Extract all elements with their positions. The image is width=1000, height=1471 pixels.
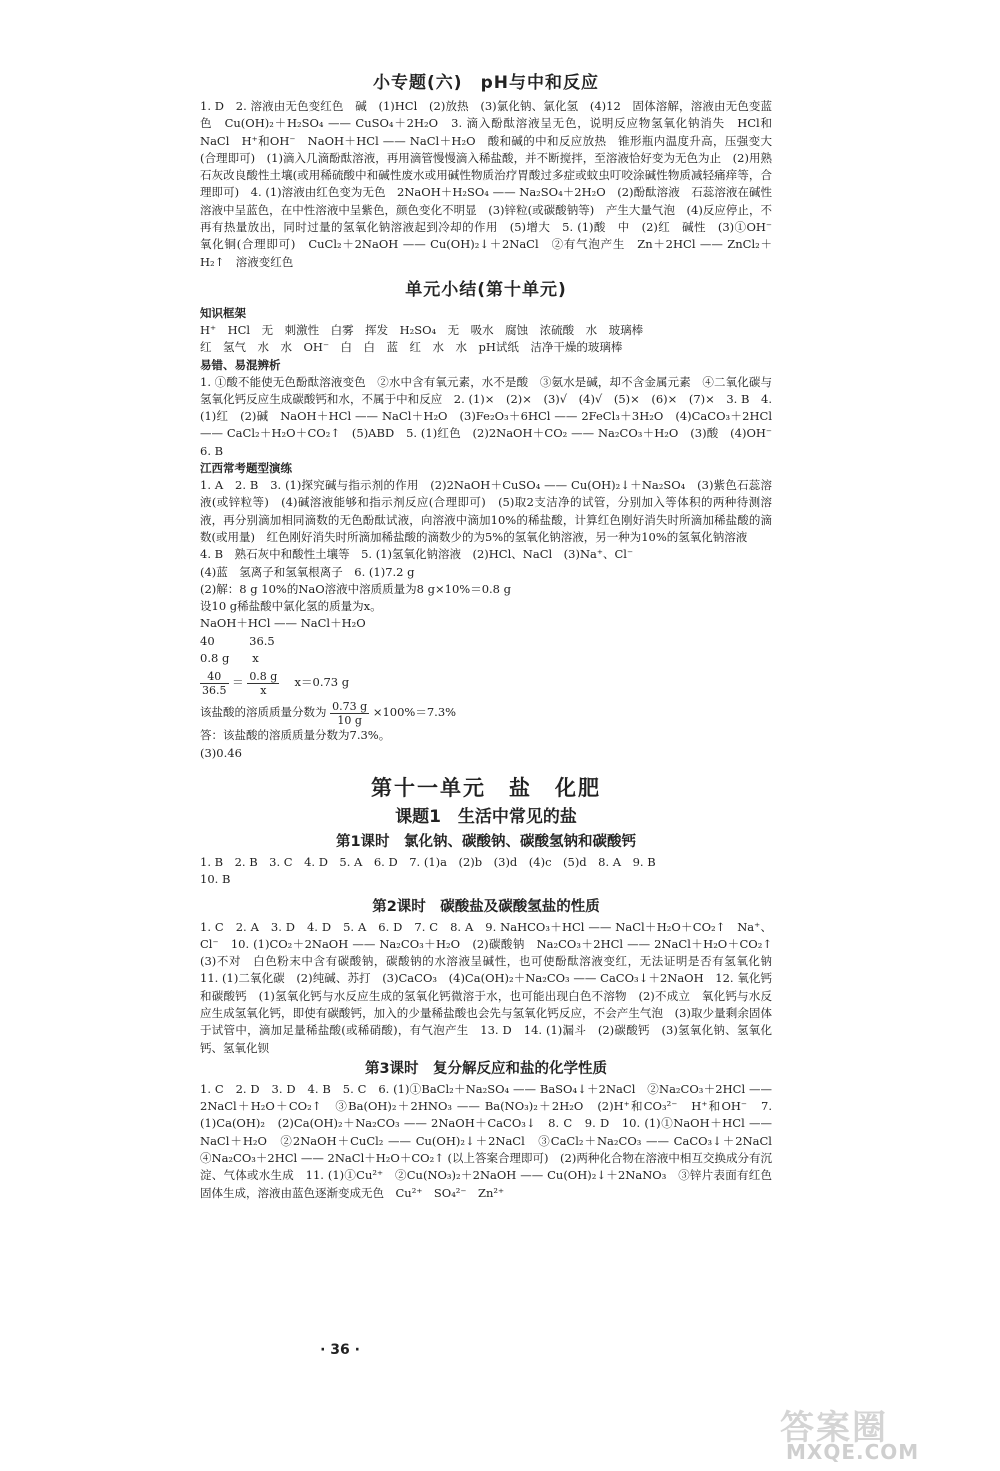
error-analysis-answers: 1. ①酸不能使无色酚酞溶液变色 ②水中含有氧元素，水不是酸 ③氨水是碱，却不含金属元素 ④二氧化碳与氢氧化钙反应生成碳酸钙和水，不属于中和反应 2. (1)× (2)× (3)√ (4)√ (5)× (6)× (7)× 3. B 4. (1)红 (2)碱 NaOH＋HCl —— NaCl＋H₂O (3)Fe₂O₃＋6HCl —— 2FeCl₃＋3H₂O (4)CaCO₃＋2HCl —— CaCl₂＋H₂O＋CO₂↑ (5)ABD 5. (1)红色 (2)2NaOH＋CO₂ —— Na₂CO₃＋H₂O (3)酸 (4)OH⁻ 6. B xyxy=(200,374,784,458)
lesson-2-title: 第2课时 碳酸盐及碳酸氢盐的性质 xyxy=(372,898,600,915)
lesson-1-answers-line-2: 10. B xyxy=(200,872,231,887)
fraction: $\frac{0.8 g}{x}$ xyxy=(249,669,278,697)
lesson-2-answers: 1. C 2. A 3. D 4. D 5. A 6. D 7. C 8. A 9. NaHCO₃＋HCl —— NaCl＋H₂O＋CO₂↑ Na⁺、Cl⁻ 10. (1)CO₂＋2NaOH —— Na₂CO₃＋H₂O (2)碳酸钠 Na₂CO₃＋2HCl —— 2NaCl＋H₂O＋CO₂↑ (3)不对 白色粉末中含有碳酸钠，碳酸钠的水溶液呈碱性，也可使酚酞溶液变红，无法证明是否有氢氧化钠 11. (1)二氧化碳 (2)纯碱、苏打 (3)CaCO₃ (4)Ca(OH)₂＋Na₂CO₃ —— CaCO₃↓＋2NaOH 12. 氧化钙和碳酸钙 (1)氢氧化钙与水反应生成的氢氧化钙微溶于水，也可能出现白色不溶物 (2)不成立 氧化钙与水反应生成氢氧化钙，即使有碳酸钙，加入的少量稀盐酸也会先与氢氧化钙反应，不会产生气泡 (3)取少量剩余固体于试管中，滴加足量稀盐酸(或稀硝酸)，有气泡产生 13. D 14. (1)漏斗 (2)碳酸钙 (3)氢氧化钠、氢氧化钙、氢氧化钡 xyxy=(200,919,784,1055)
lesson-3-title: 第3课时 复分解反应和盐的化学性质 xyxy=(364,1060,608,1077)
calc-mass-row: 0.8 g x xyxy=(200,651,259,666)
calc-answer: 答：该盐酸的溶质质量分数为7.3%。 xyxy=(200,728,391,743)
watermark-text: 答案圈 xyxy=(780,1408,888,1448)
calc-molar-mass-row: 40 36.5 xyxy=(200,633,275,648)
lesson-1-title: 第1课时 氯化钠、碳酸钠、碳酸氢钠和碳酸钙 xyxy=(335,833,637,850)
watermark-logo xyxy=(780,1400,990,1464)
calc-part-3: (3)0.46 xyxy=(200,745,242,760)
calc-proportion-row: $\frac{40}{36.5}$ ＝ $\frac{0.8 g}{x}$ x＝0.73 g xyxy=(202,669,350,697)
lesson-3-answers: 1. C 2. D 3. D 4. B 5. C 6. (1)①BaCl₂＋Na₂SO₄ —— BaSO₄↓＋2NaCl ②Na₂CO₃＋2HCl —— 2NaCl＋H₂O＋CO₂↑ ③Ba(OH)₂＋2HNO₃ —— Ba(NO₃)₂＋2H₂O (2)H⁺和CO₃²⁻ H⁺和OH⁻ 7. (1)Ca(OH)₂ (2)Ca(OH)₂＋Na₂CO₃ —— 2NaOH＋CaCO₃↓ 8. C 9. D 10. (1)①NaOH＋HCl —— NaCl＋H₂O ②2NaOH＋CuCl₂ —— Cu(OH)₂↓＋2NaCl ③CaCl₂＋Na₂CO₃ —— CaCO₃↓＋2NaCl ④Na₂CO₃＋2HCl —— 2NaCl＋H₂O＋CO₂↑ (以上答案合理即可) (2)两种化合物在溶液中相互交换成分有沉淀、气体或水生成 11. (1)①Cu²⁺ ②Cu(NO₃)₂＋2NaOH —— Cu(OH)₂↓＋2NaNO₃ ③锌片表面有红色固体生成，溶液由蓝色逐渐变成无色 Cu²⁺ SO₄²⁻ Zn²⁺ xyxy=(200,1081,784,1200)
subhead-knowledge-framework: 知识框架 xyxy=(200,305,246,320)
answer-page xyxy=(200,68,784,1202)
fraction: $\frac{0.73 g}{10 g}$ xyxy=(332,699,368,727)
calc-percentage-row: 该盐酸的溶质质量分数为 $\frac{0.73 g}{10 g}$ ×100%＝7.3% xyxy=(200,699,457,727)
jiangxi-practice-answers: 1. A 2. B 3. (1)探究碱与指示剂的作用 (2)2NaOH＋CuSO₄ —— Cu(OH)₂↓＋Na₂SO₄ (3)紫色石蕊溶液(或锌粒等) (4)碱溶液能够和指示剂反应(合理即可) (5)取2支洁净的试管，分别加入等体积的两种待测溶液，再分别滴加相同滴数的无色酚酞试液，向溶液中滴加10%的稀盐酸，计算红色刚好消失时所滴加稀盐酸的滴数(或用量) 红色刚好消失时所滴加稀盐酸的滴数少的为5%的氢氧化钠溶液，另一种为10%的氢氧化钠溶液 xyxy=(200,478,772,544)
calc-line-2: 设10 g稀盐酸中氯化氢的质量为x。 xyxy=(200,599,382,614)
watermark-url: MXQE.COM xyxy=(786,1440,920,1464)
fraction: $\frac{40}{36.5}$ xyxy=(202,669,227,697)
jiangxi-q4-line: 4. B 熟石灰中和酸性土壤等 5. (1)氢氧化钠溶液 (2)HCl、NaCl (3)Na⁺、Cl⁻ xyxy=(200,547,634,562)
section-answers-ph-neutralization: 1. D 2. 溶液由无色变红色 碱 (1)HCl (2)放热 (3)氯化钠、氯化氢 (4)12 固体溶解，溶液由无色变蓝色 Cu(OH)₂＋H₂SO₄ —— CuSO₄＋2H₂O 3. 滴入酚酞溶液呈无色，说明反应物氢氧化钠消失 HCl和NaCl H⁺和OH⁻ NaOH＋HCl —— NaCl＋H₂O 酸和碱的中和反应放热 锥形瓶内温度升高，压强变大(合理即可) (1)滴入几滴酚酞溶液，再用滴管慢慢滴入稀盐酸，并不断搅拌，至溶液恰好变为无色为止 (2)用熟石灰改良酸性土壤(或用稀硫酸中和碱性废水或用碱性物质治疗胃酸过多症或蚊虫叮咬涂碱性物质减轻痛痒等，合理即可) 4. (1)溶液由红色变为无色 2NaOH＋H₂SO₄ —— Na₂SO₄＋2H₂O (2)酚酞溶液 石蕊溶液在碱性溶液中呈蓝色，在中性溶液中呈紫色，颜色变化不明显 (3)锌粒(或碳酸钠等) 产生大量气泡 (4)反应停止，不再有热量放出，同时过量的氢氧化钠溶液起到冷却的作用 (5)增大 5. (1)酸 中 (2)红 碱性 (3)①OH⁻ 氧化铜(合理即可) CuCl₂＋2NaOH —— Cu(OH)₂↓＋2NaCl ②有气泡产生 Zn＋2HCl —— ZnCl₂＋H₂↑ 溶液变红色 xyxy=(200,99,784,269)
topic-1-title: 课题1 生活中常见的盐 xyxy=(395,806,577,827)
subhead-error-analysis: 易错、易混辨析 xyxy=(200,357,281,372)
calc-line-1: (2)解：8 g 10%的NaO溶液中溶质质量为8 g×10%＝0.8 g xyxy=(200,581,512,596)
page-number: · 36 · xyxy=(320,1342,360,1358)
knowledge-framework-line-2: 红 氢气 水 水 OH⁻ 白 白 蓝 红 水 水 pH试纸 洁净干燥的玻璃棒 xyxy=(200,340,623,355)
subhead-jiangxi-practice: 江西常考题型演练 xyxy=(200,461,292,476)
lesson-1-answers-line-1: 1. B 2. B 3. C 4. D 5. A 6. D 7. (1)a (2)b (3)d (4)c (5)d 8. A 9. B xyxy=(200,854,656,869)
section-title-ph-neutralization: 小专题(六) pH与中和反应 xyxy=(373,73,599,93)
unit-11-title: 第十一单元 盐 化肥 xyxy=(371,775,601,800)
knowledge-framework-line-1: H⁺ HCl 无 刺激性 白雾 挥发 H₂SO₄ 无 吸水 腐蚀 浓硫酸 水 玻璃棒 xyxy=(200,322,644,337)
section-title-unit-summary: 单元小结(第十单元) xyxy=(405,279,567,300)
calc-equation: NaOH＋HCl —— NaCl＋H₂O xyxy=(200,616,366,631)
jiangxi-q4b-line: (4)蓝 氢离子和氢氧根离子 6. (1)7.2 g xyxy=(200,564,415,579)
